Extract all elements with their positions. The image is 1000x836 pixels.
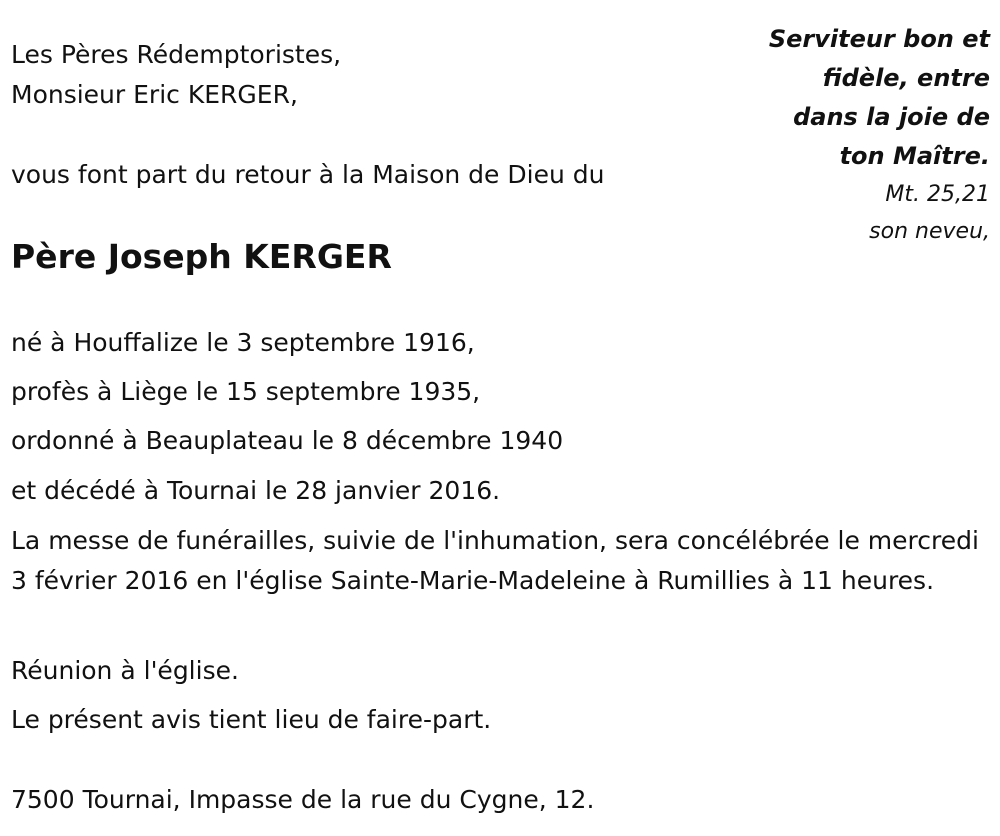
notice-line: Le présent avis tient lieu de faire-part. — [11, 705, 492, 734]
relation-note: son neveu, — [869, 219, 990, 244]
quote-text: Serviteur bon et fidèle, entre dans la joie de ton Maître. — [768, 25, 990, 170]
funeral-paragraph: La messe de funérailles, suivie de l'inhumation, sera concélébrée le mercredi 3 février 2016 en l'église Sainte-Marie-Madeleine à Rumillies à 11 heures. — [11, 526, 979, 595]
sender-fathers: Les Pères Rédemptoristes, — [11, 40, 342, 69]
address-line: 7500 Tournai, Impasse de la rue du Cygne, 12. — [11, 785, 595, 814]
reunion-line: Réunion à l'église. — [11, 656, 239, 685]
deceased-name: Père Joseph KERGER — [11, 237, 392, 276]
sender-nephew: Monsieur Eric KERGER, — [11, 80, 298, 109]
ordination-line: ordonné à Beauplateau le 8 décembre 1940 — [11, 426, 564, 455]
quote-reference: Mt. 25,21 — [885, 182, 990, 207]
death-line: et décédé à Tournai le 28 janvier 2016. — [11, 476, 501, 505]
intro-sentence: vous font part du retour à la Maison de Dieu du — [11, 160, 605, 189]
scripture-quote — [750, 20, 990, 250]
birth-line: né à Houffalize le 3 septembre 1916, — [11, 328, 475, 357]
profession-line: profès à Liège le 15 septembre 1935, — [11, 377, 481, 406]
